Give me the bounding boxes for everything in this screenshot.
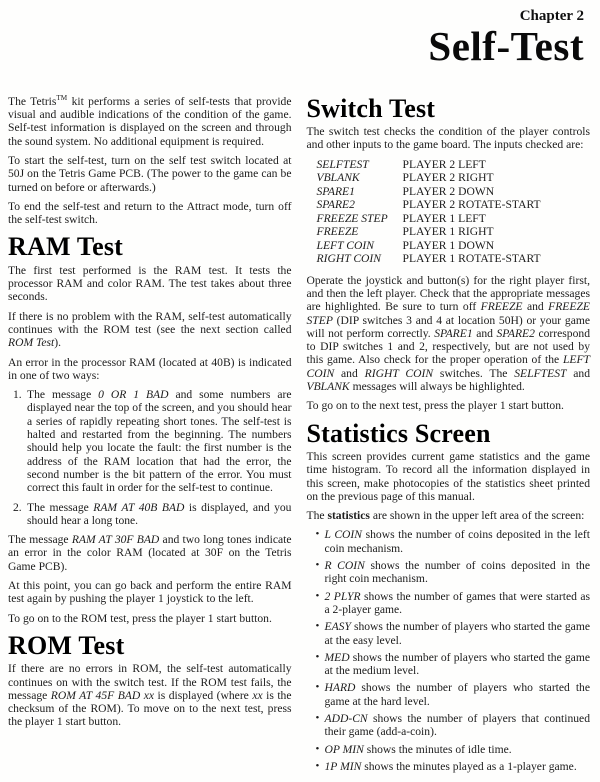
bullet-item-1p-min xyxy=(307,760,591,773)
bullet-marker: • xyxy=(315,589,320,602)
paragraph-intro-1: The Tetris™ kit performs a series of self-tests that provide visual and audible indications of the condition of the game. Self-test information is displayed on the screen and through the sound system. No additional equipment is required. xyxy=(8,93,292,148)
switch-row xyxy=(317,252,591,266)
paragraph-intro-3: To end the self-test and return to the Attract mode, turn off the self-test switch. xyxy=(8,199,292,227)
paragraph-ram-3: An error in the processor RAM (located at 40B) is indicated in one of two ways: xyxy=(8,355,292,382)
section-heading-ram-test: RAM Test xyxy=(8,232,123,262)
switch-input: PLAYER 2 RIGHT xyxy=(402,171,494,185)
switch-signal: SELFTEST xyxy=(316,157,369,171)
switch-signal: SPARE2 xyxy=(316,198,355,212)
bullet-item-med xyxy=(307,651,591,678)
item-text: The message RAM AT 40B BAD is displayed, and you should hear a long tone. xyxy=(27,500,292,527)
bullet-item-l-coin xyxy=(307,528,591,555)
section-heading-switch-test: Switch Test xyxy=(306,93,436,123)
paragraph-switch-1: The switch test checks the condition of the player controls and other inputs to the game board. The inputs checked are: xyxy=(306,125,590,152)
item-number: 1. xyxy=(13,388,22,402)
bullet-text: R COIN shows the number of coins deposited in the right coin mechanism. xyxy=(324,559,590,586)
paragraph-ram-4: The message RAM AT 30F BAD and two long tones indicate an error in the color RAM (located at 30F on the Tetris Game PCB). xyxy=(8,533,292,573)
paragraph-rom-1: If there are no errors in ROM, the self-test automatically continues on with the switch test. If the ROM test fails, the message ROM AT 45F BAD xx is displayed (where xx is the checksum of the ROM). To move on to the next test, press the player 1 start button. xyxy=(8,662,292,729)
bullet-marker: • xyxy=(315,620,320,633)
bullet-item-hard xyxy=(307,681,591,708)
switch-signal: LEFT COIN xyxy=(316,238,374,252)
section-heading-statistics-screen: Statistics Screen xyxy=(306,418,491,448)
bullet-marker: • xyxy=(315,742,320,755)
switch-input: PLAYER 2 LEFT xyxy=(402,157,486,171)
switch-input: PLAYER 1 ROTATE-START xyxy=(402,252,541,266)
left-column xyxy=(8,95,292,777)
page-header xyxy=(0,0,600,68)
switch-input: PLAYER 1 DOWN xyxy=(402,238,495,252)
switch-signal: FREEZE xyxy=(316,225,359,239)
two-column-layout xyxy=(0,68,600,777)
bullet-text: MED shows the number of players who started the game at the medium level. xyxy=(324,650,590,678)
bullet-text: OP MIN shows the minutes of idle time. xyxy=(324,742,512,756)
switch-signal: VBLANK xyxy=(316,171,360,185)
bullet-item-2-plyr xyxy=(307,590,591,617)
bullet-marker: • xyxy=(315,559,320,572)
switch-input: PLAYER 2 DOWN xyxy=(402,184,495,198)
bullet-text: 2 PLYR shows the number of games that were started as a 2-player game. xyxy=(324,589,591,616)
bullet-marker: • xyxy=(315,759,320,772)
bullet-item-op-min xyxy=(307,743,591,756)
paragraph-ram-2: If there is no problem with the RAM, self-test automatically continues with the ROM test (see the next section called ROM Test). xyxy=(8,309,292,350)
section-heading-rom-test: ROM Test xyxy=(8,630,125,660)
switch-input: PLAYER 1 RIGHT xyxy=(402,225,494,239)
paragraph-stats-1: This screen provides current game statistics and the game time histogram. To record all the information displayed in this screen, make photocopies of the statistics sheet printed on the previous page of this manual. xyxy=(306,449,590,503)
ram-error-list xyxy=(8,388,292,527)
bullet-text: 1P MIN shows the minutes played as a 1-player game. xyxy=(324,759,577,773)
switch-row xyxy=(317,225,591,239)
item-number: 2. xyxy=(13,500,22,514)
statistics-bullet-list xyxy=(307,528,591,773)
paragraph-intro-2: To start the self-test, turn on the self test switch located at 50J on the Tetris Game PCB. (The power to the game can be turned on before or afterwards.) xyxy=(8,154,292,194)
switch-row xyxy=(317,185,591,199)
paragraph-switch-2: Operate the joystick and button(s) for the right player first, and then the left player. Check that the appropriate messages are highlighted. Be sure to turn off FREEZE and FREEZE STEP (DIP switches 3 and 4 at location 50H) or your game will not perform correctly. SPARE1 and SPARE2 correspond to DIP switches 1 and 2, respectively, but are not used by this game. Also check for the proper operation of the LEFT COIN and RIGHT COIN switches. The SELFTEST and VBLANK messages will always be highlighted. xyxy=(306,273,591,394)
switch-input: PLAYER 1 LEFT xyxy=(402,211,486,225)
switch-row xyxy=(317,212,591,226)
switch-row xyxy=(317,239,591,253)
bullet-marker: • xyxy=(315,681,320,694)
numbered-item-1 xyxy=(8,388,292,494)
right-column xyxy=(307,95,591,777)
paragraph-ram-6: To go on to the ROM test, press the player 1 start button. xyxy=(8,611,272,625)
switch-input-table xyxy=(317,158,591,266)
bullet-marker: • xyxy=(315,712,320,725)
paragraph-switch-3: To go on to the next test, press the player 1 start button. xyxy=(306,399,564,413)
chapter-label: Chapter 2 xyxy=(519,8,584,24)
paragraph-ram-1: The first test performed is the RAM test. It tests the processor RAM and color RAM. The test takes about three seconds. xyxy=(8,263,292,304)
switch-input: PLAYER 2 ROTATE-START xyxy=(402,198,541,212)
bullet-text: EASY shows the number of players who started the game at the easy level. xyxy=(324,620,590,647)
switch-row xyxy=(317,158,591,172)
bullet-text: HARD shows the number of players who started the game at the hard level. xyxy=(324,681,590,708)
item-text: The message 0 OR 1 BAD and some numbers are displayed near the top of the screen, and you should hear a series of rapidly repeating short tones. The self-test is halted and restarted from the beginning. The numbers should help you locate the fault: the first number is the address of the RAM location that had the error, the second number is the bit pattern of the error. You must correct this fault in order for the self-test to continue. xyxy=(27,388,292,495)
paragraph-stats-2: The statistics are shown in the upper left area of the screen: xyxy=(306,509,585,523)
switch-signal: SPARE1 xyxy=(316,184,355,198)
switch-row xyxy=(317,171,591,185)
bullet-item-easy xyxy=(307,620,591,647)
switch-signal: RIGHT COIN xyxy=(316,252,382,266)
switch-row xyxy=(317,198,591,212)
switch-signal: FREEZE STEP xyxy=(316,211,388,225)
numbered-item-2 xyxy=(8,501,292,528)
paragraph-ram-5: At this point, you can go back and perform the entire RAM test again by pushing the player 1 joystick to the left. xyxy=(8,579,292,606)
bullet-marker: • xyxy=(315,650,320,663)
bullet-item-r-coin xyxy=(307,559,591,586)
page-title: Self-Test xyxy=(428,23,584,69)
bullet-item-add-cn xyxy=(307,712,591,739)
bullet-text: ADD-CN shows the number of players that continued their game (add-a-coin). xyxy=(324,712,590,739)
bullet-text: L COIN shows the number of coins deposited in the left coin mechanism. xyxy=(324,528,590,555)
bullet-marker: • xyxy=(315,528,320,541)
